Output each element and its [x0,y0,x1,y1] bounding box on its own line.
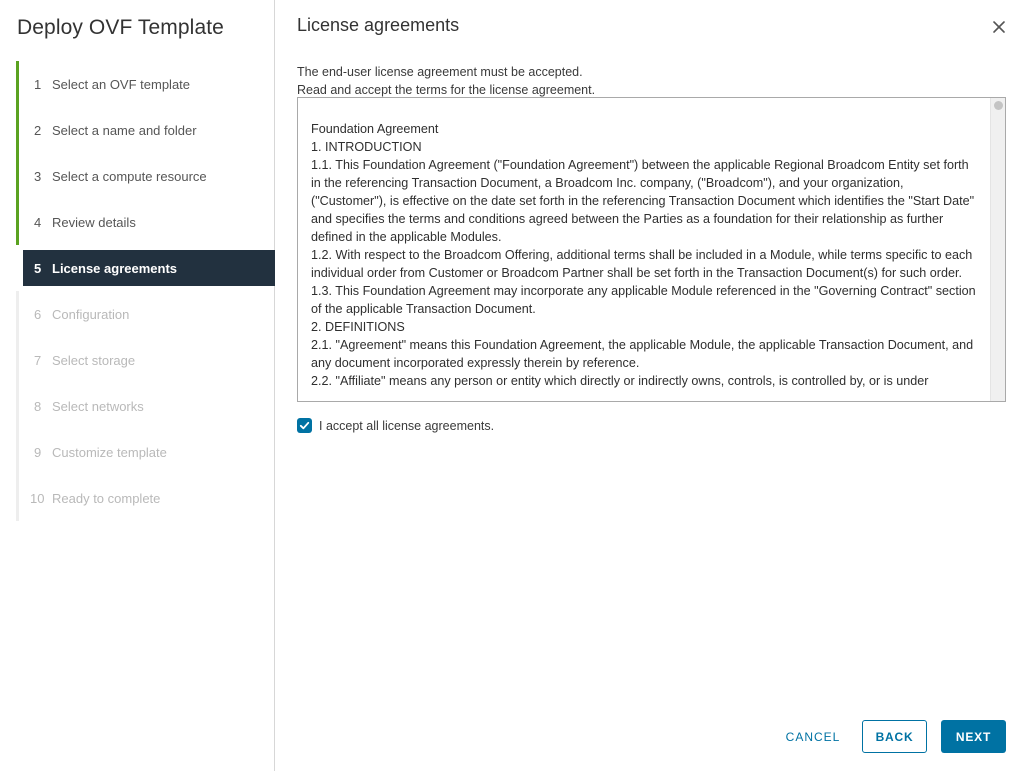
step-label: Select an OVF template [52,76,191,92]
back-button[interactable]: BACK [862,720,927,753]
wizard-step-select-storage [16,337,275,383]
wizard-main-content [276,0,1024,771]
wizard-step-ready-to-complete [16,475,275,521]
accept-license-label[interactable]: I accept all license agreements. [319,418,495,433]
scrollbar-thumb[interactable] [994,101,1003,110]
step-label: Select storage [52,352,136,368]
description-line: Read and accept the terms for the license agreement. [297,83,596,97]
license-line: Foundation Agreement [311,122,439,136]
license-line: 1. INTRODUCTION [311,140,422,154]
license-line: 1.3. This Foundation Agreement may incorporate any applicable Module referenced in the "Governing Contract" section of the applicable Transaction Document. [311,284,976,316]
description-line: The end-user license agreement must be accepted. [297,65,583,79]
wizard-title: Deploy OVF Template [17,16,224,39]
step-number: 4 [34,214,42,230]
step-number: 7 [34,352,42,368]
step-label: Ready to complete [52,490,161,506]
checkmark-icon [299,420,310,431]
wizard-step-review-details[interactable] [16,199,275,245]
step-number: 9 [34,444,42,460]
step-number: 1 [34,76,42,92]
license-scrollbar[interactable] [990,98,1005,401]
wizard-step-select-ovf-template[interactable] [16,61,275,107]
page-description [297,63,595,99]
license-line: 1.1. This Foundation Agreement ("Foundation Agreement") between the applicable Regional Broadcom Entity set forth in the referencing Transaction Document, a Broadcom Inc. company, ("Broadcom"), and your organization, ("Customer"), is effective on the date set forth in the referencing Transaction Document which identifies the "Start Date" and specifies the terms and conditions agreed between the Parties as a foundation for their relationship as further defined in the applicable Modules. [311,158,975,244]
step-label: Configuration [52,306,130,322]
wizard-step-select-name-folder[interactable] [16,107,275,153]
cancel-button[interactable]: CANCEL [785,729,841,744]
wizard-step-license-agreements[interactable] [23,250,275,286]
step-number: 2 [34,122,42,138]
wizard-step-select-compute-resource[interactable] [16,153,275,199]
step-number: 6 [34,306,42,322]
step-label: Select a compute resource [52,168,207,184]
accept-license-checkbox[interactable] [297,418,312,433]
license-text-area[interactable] [297,97,1006,402]
license-line: 2. DEFINITIONS [311,320,405,334]
wizard-sidebar [0,0,275,771]
close-icon [990,18,1008,36]
wizard-steps [16,61,275,521]
step-label: Customize template [52,444,167,460]
step-label: Select a name and folder [52,122,197,138]
wizard-step-select-networks [16,383,275,429]
accept-license-row[interactable] [297,418,494,433]
step-number: 10 [30,490,45,506]
wizard-step-configuration [16,291,275,337]
license-line: 2.1. "Agreement" means this Foundation Agreement, the applicable Module, the applicable Transaction Document, and any document incorporated expressly therein by reference. [311,338,974,370]
wizard-step-customize-template [16,429,275,475]
wizard-footer [778,720,1006,753]
close-button[interactable] [990,18,1008,36]
license-line: 2.2. "Affiliate" means any person or entity which directly or indirectly owns, controls, is controlled by, or is under [311,374,929,388]
step-label: Review details [52,214,136,230]
step-label: Select networks [52,398,144,414]
step-number: 5 [34,260,42,276]
step-label: License agreements [52,260,178,276]
next-button[interactable]: NEXT [941,720,1006,753]
license-line: 1.2. With respect to the Broadcom Offering, additional terms shall be included in a Module, while terms specific to each individual order from Customer or Broadcom Partner shall be set forth in the Transaction Document(s) for such order. [311,248,973,280]
page-title: License agreements [297,15,460,35]
license-text [311,120,976,390]
step-number: 3 [34,168,42,184]
step-number: 8 [34,398,42,414]
